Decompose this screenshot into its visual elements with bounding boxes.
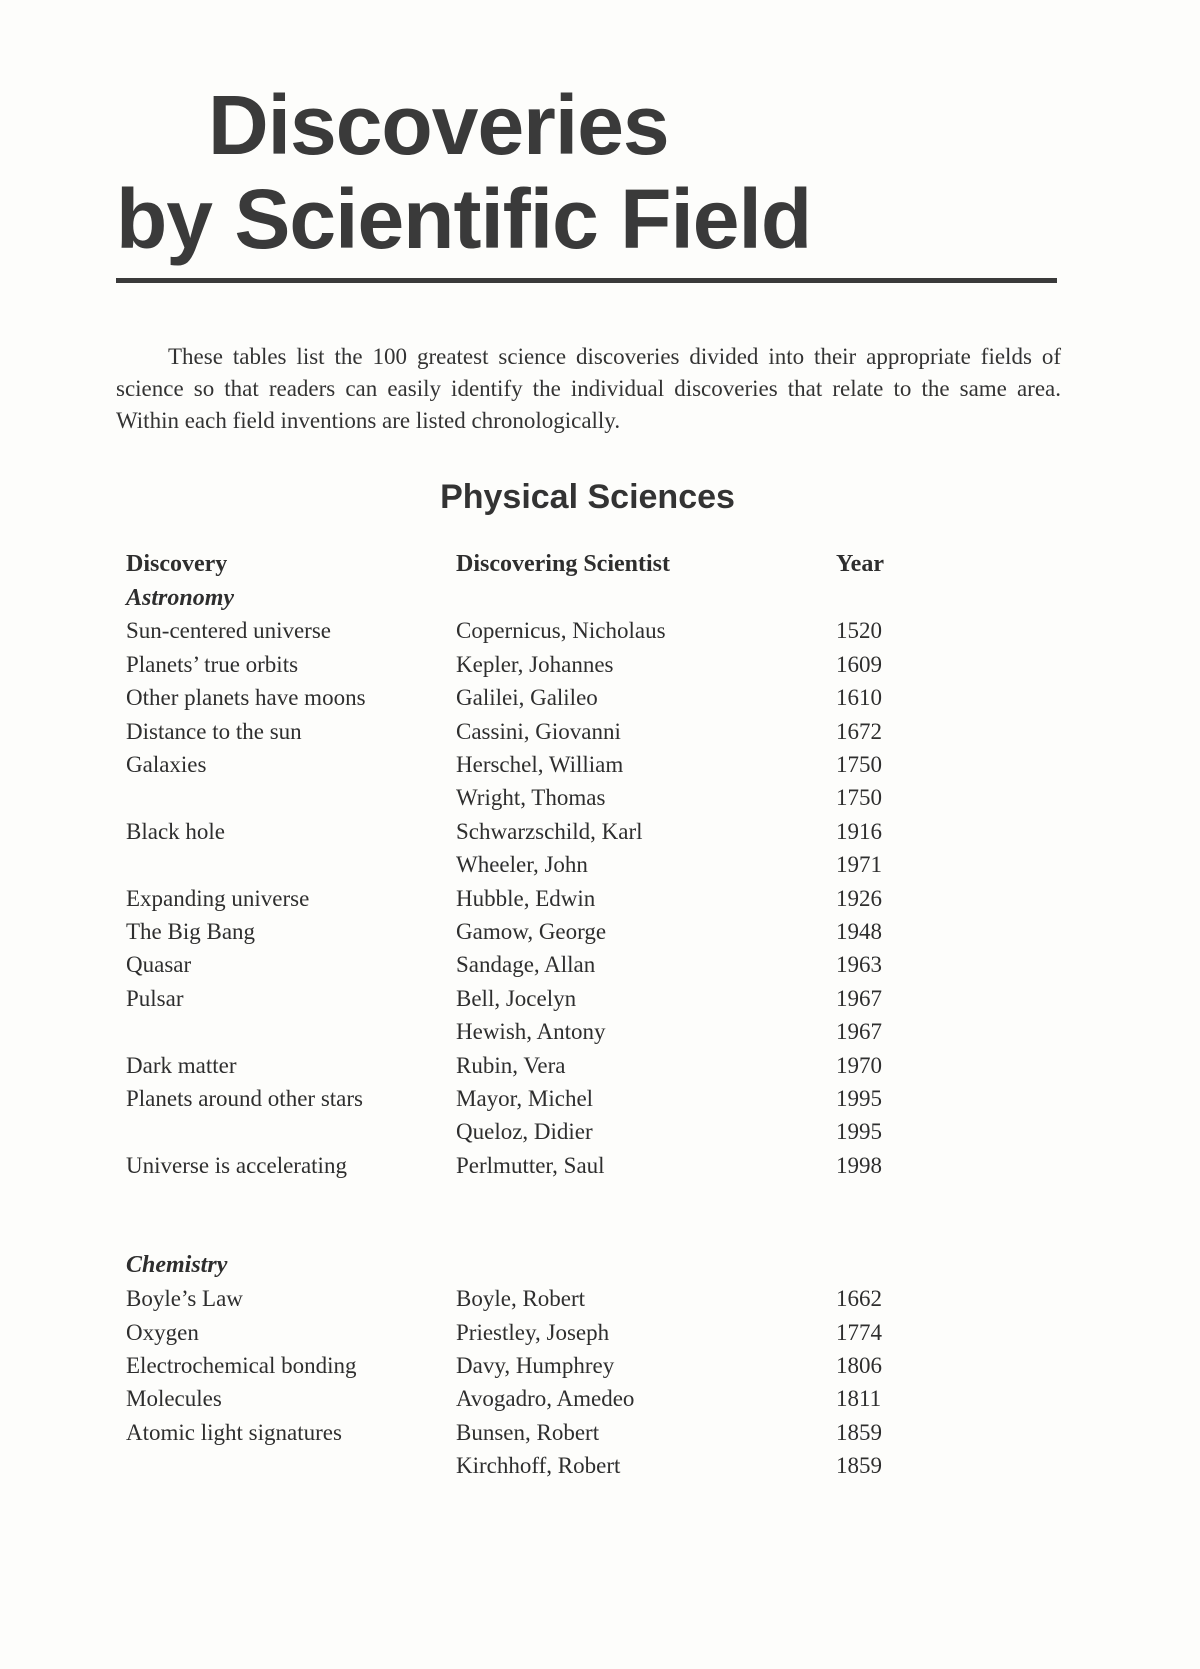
table-row <box>126 682 896 715</box>
table-row <box>126 1149 896 1182</box>
year-cell: 1970 <box>836 1052 882 1078</box>
scientist-cell: Davy, Humphrey <box>456 1353 615 1379</box>
scientist-cell: Bell, Jocelyn <box>456 985 577 1011</box>
discovery-cell: Boyle’s Law <box>126 1286 243 1312</box>
scientist-cell: Sandage, Allan <box>456 952 596 978</box>
table-row <box>126 715 896 748</box>
title-rule <box>116 278 1057 283</box>
category-label-chemistry: Chemistry <box>126 1252 228 1279</box>
table-row <box>126 915 896 948</box>
scientist-cell: Perlmutter, Saul <box>456 1152 605 1178</box>
year-cell: 1995 <box>836 1119 882 1145</box>
discovery-cell: Dark matter <box>126 1052 237 1078</box>
discovery-cell: Electrochemical bonding <box>126 1353 357 1379</box>
scientist-cell: Gamow, George <box>456 918 607 944</box>
discovery-cell: Other planets have moons <box>126 685 366 711</box>
astronomy-group <box>126 581 896 1182</box>
table-header-row <box>126 548 896 581</box>
discovery-cell: The Big Bang <box>126 918 256 944</box>
table-row <box>126 1316 896 1349</box>
discovery-cell: Galaxies <box>126 752 207 778</box>
discovery-cell <box>126 1450 456 1483</box>
table-row <box>126 1283 896 1316</box>
table-row <box>126 882 896 915</box>
year-cell: 1811 <box>836 1386 882 1412</box>
intro-paragraph: These tables list the 100 greatest science discoveries divided into their appropriate fields of science so that readers can easily identify the individual discoveries that relate to the same area. Within each field inventions are listed chronologically. <box>116 344 1061 433</box>
scientist-cell: Boyle, Robert <box>456 1286 586 1312</box>
discovery-cell: Sun-centered universe <box>126 618 332 644</box>
year-cell: 1610 <box>836 685 882 711</box>
discovery-cell: Molecules <box>126 1386 222 1412</box>
table-row <box>126 1383 896 1416</box>
table-row <box>126 648 896 681</box>
discovery-cell: Oxygen <box>126 1319 199 1345</box>
discovery-cell <box>126 1116 456 1149</box>
scientist-cell: Rubin, Vera <box>456 1052 566 1078</box>
scientist-cell: Herschel, William <box>456 752 624 778</box>
scientist-cell: Galilei, Galileo <box>456 685 598 711</box>
year-cell: 1520 <box>836 618 882 644</box>
scientist-cell: Cassini, Giovanni <box>456 718 621 744</box>
page-title-line-1: Discoveries <box>208 78 669 172</box>
scientist-cell: Hewish, Antony <box>456 1019 606 1045</box>
scientist-cell: Wheeler, John <box>456 852 588 878</box>
year-cell: 1672 <box>836 718 882 744</box>
year-cell: 1750 <box>836 785 882 811</box>
scientist-cell: Hubble, Edwin <box>456 885 596 911</box>
year-cell: 1967 <box>836 985 882 1011</box>
discovery-cell: Atomic light signatures <box>126 1419 342 1445</box>
scientist-cell: Kirchhoff, Robert <box>456 1453 621 1479</box>
year-cell: 1916 <box>836 818 882 844</box>
scientist-cell: Schwarzschild, Karl <box>456 818 643 844</box>
table-row <box>126 748 896 781</box>
table-row <box>126 1349 896 1382</box>
section-heading: Physical Sciences <box>440 478 735 516</box>
table-row <box>126 1450 896 1483</box>
discovery-cell: Distance to the sun <box>126 718 302 744</box>
discovery-cell: Pulsar <box>126 985 184 1011</box>
table-row <box>126 1049 896 1082</box>
scientist-cell: Priestley, Joseph <box>456 1319 610 1345</box>
section-spacer <box>126 1182 896 1249</box>
year-cell: 1750 <box>836 752 882 778</box>
year-cell: 1926 <box>836 885 882 911</box>
table-row <box>126 1015 896 1048</box>
scientist-cell: Avogadro, Amedeo <box>456 1386 635 1412</box>
discovery-cell: Planets’ true orbits <box>126 651 299 677</box>
scientist-cell: Queloz, Didier <box>456 1119 593 1145</box>
page-title-line-2: by Scientific Field <box>116 172 812 266</box>
discovery-cell <box>126 1015 456 1048</box>
year-cell: 1948 <box>836 918 882 944</box>
table-row <box>126 949 896 982</box>
year-cell: 1609 <box>836 651 882 677</box>
discovery-cell <box>126 849 456 882</box>
year-cell: 1967 <box>836 1019 882 1045</box>
year-cell: 1963 <box>836 952 882 978</box>
table-row <box>126 1116 896 1149</box>
page-title <box>116 78 811 266</box>
discovery-cell: Black hole <box>126 818 225 844</box>
category-label-astronomy: Astronomy <box>126 584 235 611</box>
year-cell: 1859 <box>836 1453 882 1479</box>
table-row <box>126 849 896 882</box>
discovery-cell <box>126 782 456 815</box>
year-cell: 1662 <box>836 1286 882 1312</box>
discovery-cell: Universe is accelerating <box>126 1152 347 1178</box>
year-cell: 1998 <box>836 1152 882 1178</box>
year-cell: 1859 <box>836 1419 882 1445</box>
scientist-cell: Mayor, Michel <box>456 1085 594 1111</box>
scientist-cell: Copernicus, Nicholaus <box>456 618 666 644</box>
column-header-scientist: Discovering Scientist <box>456 551 670 578</box>
column-header-year: Year <box>836 551 884 578</box>
year-cell: 1806 <box>836 1353 882 1379</box>
year-cell: 1971 <box>836 852 882 878</box>
table-row <box>126 615 896 648</box>
column-header-discovery: Discovery <box>126 551 228 578</box>
scientist-cell: Wright, Thomas <box>456 785 606 811</box>
table-row <box>126 1416 896 1449</box>
table-row <box>126 982 896 1015</box>
chemistry-group <box>126 1249 896 1483</box>
category-row-astronomy <box>126 581 896 614</box>
table-row <box>126 782 896 815</box>
discovery-cell: Planets around other stars <box>126 1085 363 1111</box>
scientist-cell: Kepler, Johannes <box>456 651 614 677</box>
discoveries-table <box>126 548 896 1483</box>
table-row <box>126 815 896 848</box>
discovery-cell: Expanding universe <box>126 885 310 911</box>
year-cell: 1995 <box>836 1085 882 1111</box>
scientist-cell: Bunsen, Robert <box>456 1419 600 1445</box>
category-row-chemistry <box>126 1249 896 1282</box>
year-cell: 1774 <box>836 1319 882 1345</box>
table-row <box>126 1082 896 1115</box>
discovery-cell: Quasar <box>126 952 192 978</box>
